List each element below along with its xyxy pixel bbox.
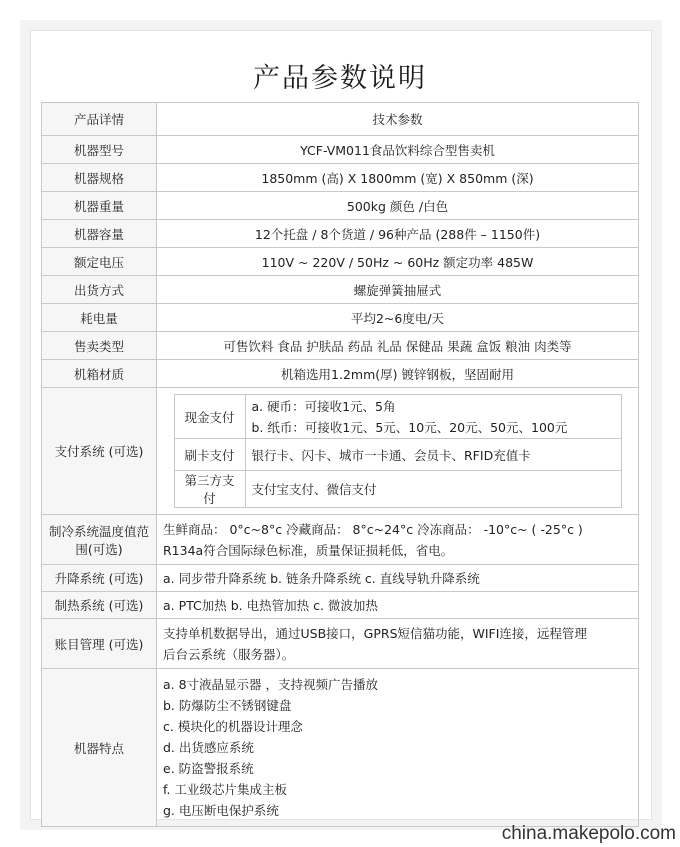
third-party-payment-value: 支付宝支付、微信支付 [245, 471, 621, 508]
table-row [42, 164, 639, 192]
lift-key: 升降系统 (可选) [42, 565, 157, 592]
row-value: 机箱选用1.2mm(厚) 镀锌钢板，坚固耐用 [157, 360, 639, 388]
watermark-link[interactable]: china.makepolo.com [501, 823, 676, 844]
heat-row [42, 592, 639, 619]
lift-row [42, 565, 639, 592]
features-row [42, 669, 639, 827]
feature-item: a. 8寸液晶显示器 ，支持视频广告播放 [163, 677, 379, 692]
table-row [42, 360, 639, 388]
payment-key: 支付系统 (可选) [42, 388, 157, 515]
feature-item: d. 出货感应系统 [163, 740, 254, 755]
row-value: 平均2~6度电/天 [157, 304, 639, 332]
table-row [42, 276, 639, 304]
cooling-note-text: R134a符合国际绿色标准，质量保证损耗低，省电。 [163, 542, 454, 558]
table-row [42, 220, 639, 248]
table-row [42, 304, 639, 332]
row-value: 螺旋弹簧抽屉式 [157, 276, 639, 304]
card-payment-value: 银行卡、闪卡、城市一卡通、会员卡、RFID充值卡 [245, 439, 621, 471]
row-key: 机器型号 [42, 136, 157, 164]
spec-table [41, 102, 639, 827]
header-value: 技术参数 [157, 103, 639, 136]
row-value: 12个托盘 / 8个货道 / 96种产品 (288件 – 1150件) [157, 220, 639, 248]
row-value: YCF-VM011食品饮料综合型售卖机 [157, 136, 639, 164]
row-value: 500kg 颜色 /白色 [157, 192, 639, 220]
cash-note-text: b. 纸币：可接收1元、5元、10元、20元、50元、100元 [251, 419, 568, 435]
cooling-key: 制冷系统温度值范围(可选) [42, 515, 157, 565]
row-key: 机箱材质 [42, 360, 157, 388]
payment-subtable [174, 394, 622, 508]
feature-item: g. 电压断电保护系统 [163, 803, 279, 818]
feature-item: e. 防盗警报系统 [163, 761, 254, 776]
cash-coin-text: a. 硬币：可接收1元、5角 [251, 398, 396, 414]
cash-payment-label: 现金支付 [174, 395, 245, 439]
third-party-payment-label: 第三方支付 [174, 471, 245, 508]
cooling-range-text: 生鲜商品： 0°c~8°c 冷藏商品： 8°c~24°c 冷冻商品： -10°c~ ( -25°c ) [163, 521, 583, 537]
account-text-line1: 支持单机数据导出，通过USB接口，GPRS短信猫功能，WIFI连接，远程管理 [163, 625, 587, 641]
account-text-line2: 后台云系统（服务器）。 [163, 646, 295, 662]
features-key: 机器特点 [42, 669, 157, 827]
row-key: 耗电量 [42, 304, 157, 332]
table-row [42, 136, 639, 164]
table-header-row [42, 103, 639, 136]
page-title: 产品参数说明 [253, 63, 427, 94]
row-value: 110V ~ 220V / 50Hz ~ 60Hz 额定功率 485W [157, 248, 639, 276]
account-row [42, 619, 639, 669]
heat-key: 制热系统 (可选) [42, 592, 157, 619]
table-row [42, 332, 639, 360]
feature-item: b. 防爆防尘不锈钢键盘 [163, 698, 292, 713]
account-key: 账目管理 (可选) [42, 619, 157, 669]
row-key: 出货方式 [42, 276, 157, 304]
row-value: 可售饮料 食品 护肤品 药品 礼品 保健品 果蔬 盒饭 粮油 肉类等 [157, 332, 639, 360]
feature-item: f. 工业级芯片集成主板 [163, 782, 287, 797]
lift-value: a. 同步带升降系统 b. 链条升降系统 c. 直线导轨升降系统 [157, 565, 639, 592]
row-value: 1850mm (高) X 1800mm (宽) X 850mm (深) [157, 164, 639, 192]
row-key: 售卖类型 [42, 332, 157, 360]
table-row [42, 248, 639, 276]
row-key: 额定电压 [42, 248, 157, 276]
cooling-row [42, 515, 639, 565]
row-key: 机器规格 [42, 164, 157, 192]
payment-row [42, 388, 639, 515]
header-key: 产品详情 [42, 103, 157, 136]
heat-value: a. PTC加热 b. 电热管加热 c. 微波加热 [157, 592, 639, 619]
feature-item: c. 模块化的机器设计理念 [163, 719, 303, 734]
row-key: 机器重量 [42, 192, 157, 220]
card-payment-label: 刷卡支付 [174, 439, 245, 471]
row-key: 机器容量 [42, 220, 157, 248]
table-row [42, 192, 639, 220]
